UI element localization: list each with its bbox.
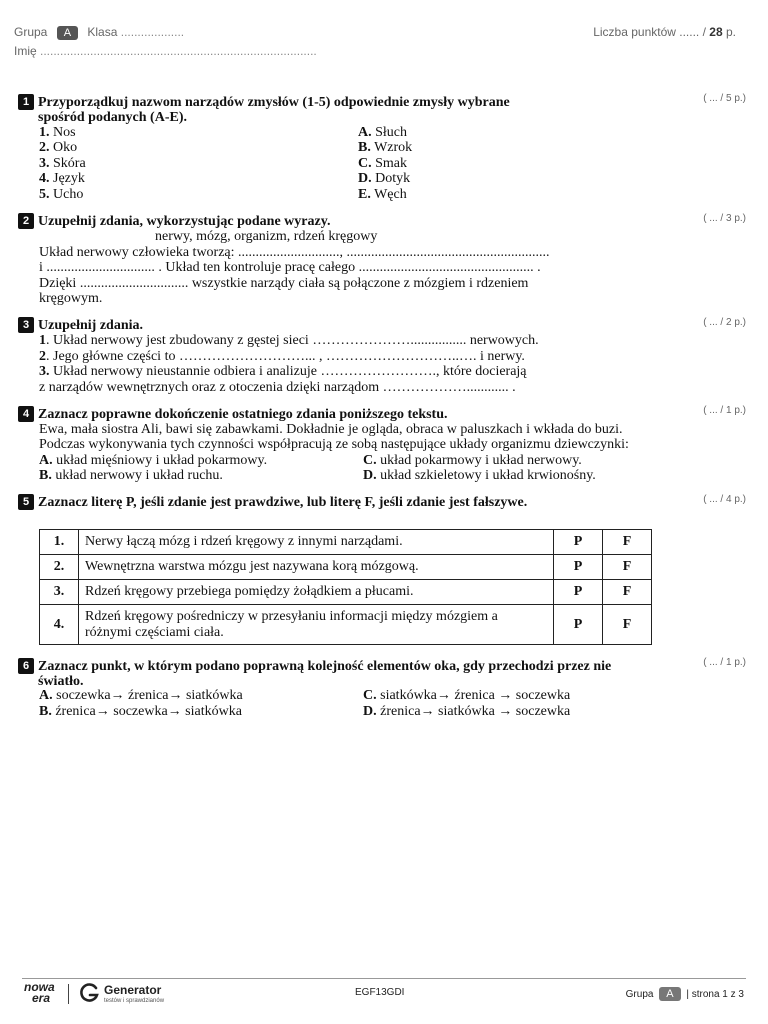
fill-line[interactable]: Dzięki ............................... wszystkie narządy ciała są połączone z mózgiem i rdzeniem (39, 276, 529, 291)
list-item: E. Węch (358, 187, 407, 202)
points-label: Liczba punktów ...... / (593, 25, 706, 39)
false-option[interactable]: F (603, 580, 652, 605)
imie-field[interactable]: ................................................................................... (40, 44, 317, 58)
question-number: 5 (18, 494, 34, 510)
list-item: D. Dotyk (358, 171, 411, 186)
header-group (14, 25, 184, 40)
nowa-era-logo: nowa era (24, 980, 55, 1005)
question-2 (18, 213, 330, 229)
table-row: 2. Wewnętrzna warstwa mózgu jest nazywana korą mózgową. P F (40, 555, 652, 580)
question-title: Zaznacz punkt, w którym podano poprawną kolejność elementów oka, gdy przechodzi przez nie (38, 659, 612, 674)
fill-line[interactable]: 3. Układ nerwowy nieustannie odbiera i analizuje ……………………., które docierają (39, 364, 527, 379)
false-option[interactable]: F (603, 530, 652, 555)
question-number: 4 (18, 406, 34, 422)
list-item: A. Słuch (358, 125, 408, 140)
answer-option-b[interactable]: B. źrenica→ soczewka→ siatkówka (39, 704, 242, 719)
grupa-badge: A (57, 26, 78, 40)
generator-g-icon (78, 982, 100, 1004)
false-option[interactable]: F (603, 555, 652, 580)
points-box: ( ... / 5 p.) (703, 93, 746, 104)
footer-divider (22, 978, 746, 979)
list-item: 3. Skóra (39, 156, 86, 171)
points-box: ( ... / 1 p.) (703, 657, 746, 668)
true-option[interactable]: P (554, 580, 603, 605)
question-title-cont: spośród podanych (A-E). (38, 110, 187, 125)
klasa-label: Klasa (87, 25, 118, 39)
fill-line[interactable]: 1. Układ nerwowy jest zbudowany z gęstej sieci …………………................ nerwowych. (39, 333, 539, 348)
question-title: Zaznacz literę P, jeśli zdanie jest prawdziwe, lub literę F, jeśli zdanie jest fałszywe. (38, 495, 528, 510)
true-option[interactable]: P (554, 530, 603, 555)
true-option[interactable]: P (554, 605, 603, 645)
header-name (14, 44, 317, 58)
text-line: Ewa, mała siostra Ali, bawi się zabawkami. Dokładnie je ogląda, obraca w paluszkach i wkłada do buzi. (39, 422, 623, 437)
logo-divider (68, 984, 69, 1004)
klasa-field[interactable]: ................... (120, 25, 185, 39)
true-option[interactable]: P (554, 555, 603, 580)
question-4 (18, 406, 448, 422)
points-total: 28 (709, 25, 723, 39)
list-item: 4. Język (39, 171, 85, 186)
fill-line[interactable]: z narządów wewnętrznych oraz z otoczenia dzięki narządom ………………............ . (39, 380, 516, 395)
table-row: 3. Rdzeń kręgowy przebiega pomiędzy żołądkiem a płucami. P F (40, 580, 652, 605)
fill-line[interactable]: Układ nerwowy człowieka tworzą: ............................., .......................................................... (39, 245, 550, 260)
question-title: Zaznacz poprawne dokończenie ostatniego zdania poniższego tekstu. (38, 407, 448, 422)
word-bank: nerwy, mózg, organizm, rdzeń kręgowy (155, 229, 378, 244)
list-item: 2. Oko (39, 140, 78, 155)
answer-option-b[interactable]: B. układ nerwowy i układ ruchu. (39, 468, 223, 483)
false-option[interactable]: F (603, 605, 652, 645)
answer-option-a[interactable]: A. układ mięśniowy i układ pokarmowy. (39, 453, 268, 468)
answer-option-c[interactable]: C. siatkówka→ źrenica → soczewka (363, 688, 571, 703)
points-summary (593, 25, 736, 39)
question-number: 1 (18, 94, 34, 110)
question-title-cont: światło. (38, 674, 84, 689)
question-title: Uzupełnij zdania, wykorzystując podane wyrazy. (38, 214, 331, 229)
question-number: 6 (18, 658, 34, 674)
points-box: ( ... / 3 p.) (703, 213, 746, 224)
points-box: ( ... / 1 p.) (703, 405, 746, 416)
points-box: ( ... / 2 p.) (703, 317, 746, 328)
question-3 (18, 317, 143, 333)
fill-line[interactable]: 2. Jego główne części to ………………………... , ………………………..…. i nerwy. (39, 349, 525, 364)
question-title: Uzupełnij zdania. (38, 318, 144, 333)
list-item: B. Wzrok (358, 140, 413, 155)
list-item: 5. Ucho (39, 187, 84, 202)
text-line: kręgowym. (39, 291, 103, 306)
answer-option-d[interactable]: D. układ szkieletowy i układ krwionośny. (363, 468, 596, 483)
table-row: 1. Nerwy łączą mózg i rdzeń kręgowy z innymi narządami. P F (40, 530, 652, 555)
points-unit: p. (725, 25, 736, 39)
list-item: 1. Nos (39, 125, 76, 140)
question-number: 2 (18, 213, 34, 229)
question-5 (18, 494, 527, 510)
answer-option-c[interactable]: C. układ pokarmowy i układ nerwowy. (363, 453, 582, 468)
fill-line[interactable]: i ............................... . Układ ten kontroluje pracę całego .................................................. . (39, 260, 541, 275)
list-item: C. Smak (358, 156, 408, 171)
question-1 (18, 94, 510, 125)
answer-option-d[interactable]: D. źrenica→ siatkówka → soczewka (363, 704, 571, 719)
grupa-label: Grupa (14, 25, 48, 39)
points-box: ( ... / 4 p.) (703, 494, 746, 505)
answer-option-a[interactable]: A. soczewka→ źrenica→ siatkówka (39, 688, 243, 703)
question-number: 3 (18, 317, 34, 333)
question-6 (18, 658, 611, 689)
question-title: Przyporządkuj nazwom narządów zmysłów (1-5) odpowiednie zmysły wybrane (38, 95, 510, 110)
text-line: Podczas wykonywania tych czynności współpracują ze sobą następujące układy organizmu dziewczynki: (39, 437, 629, 452)
true-false-table (39, 529, 652, 645)
imie-label: Imię (14, 44, 37, 58)
table-row: 4. Rdzeń kręgowy pośredniczy w przesyłaniu informacji między mózgiem a różnymi częściami ciała. P F (40, 605, 652, 645)
footer-page-info: Grupa A | strona 1 z 3 (625, 988, 744, 1000)
document-code: EGF13GDI (355, 987, 405, 998)
